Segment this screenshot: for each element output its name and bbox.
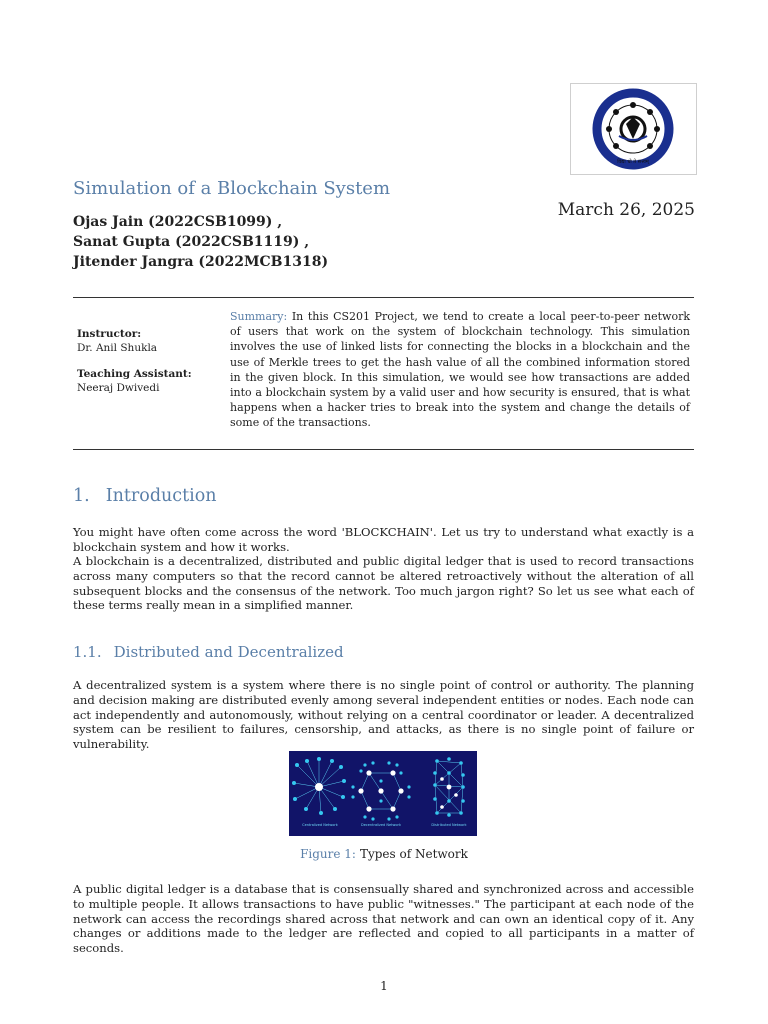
figure-caption xyxy=(0,847,768,861)
figure-caption-text: Types of Network xyxy=(359,847,468,861)
instructor-name: Dr. Anil Shukla xyxy=(77,342,158,354)
network-diagram xyxy=(289,751,477,836)
section-1-1-title: Distributed and Decentralized xyxy=(113,643,344,661)
svg-text:Decentralized Network: Decentralized Network xyxy=(361,823,401,827)
section-1-heading xyxy=(73,486,217,506)
bottom-divider xyxy=(73,449,694,450)
summary-text: In this CS201 Project, we tend to create a local peer-to-peer network of users that work on the system of blockchain technology. This simulation involves the use of linked lists for connecting the blocks in a blockchain and the use of Merkle trees to get the hash value of all the combined information stored in the given block. In this simulation, we would see how transactions are added into a blockchain system by a valid user and how security is ensured, that is what happens when a hacker tries to break into the system and change the details of some of the transactions. xyxy=(230,310,691,430)
ta-label: Teaching Assistant: xyxy=(77,368,192,380)
svg-text:Centralized Network: Centralized Network xyxy=(302,823,338,827)
svg-text:Distributed Network: Distributed Network xyxy=(431,823,467,827)
author-2: Sanat Gupta (2022CSB1119) , xyxy=(73,234,310,250)
paper-title: Simulation of a Blockchain System xyxy=(73,178,391,199)
institute-logo xyxy=(570,83,697,175)
intro-paragraph-2: A blockchain is a decentralized, distributed and public digital ledger that is used to record transactions across many computers so that the record cannot be altered retroactively without the alteration of all subsequent blocks and the consensus of the network. Too much jargon right? So let us see what each of these terms really mean in a simplified manner. xyxy=(73,554,694,613)
section-1-1-paragraph-1: A decentralized system is a system where there is no single point of control or authority. The planning and decision making are distributed evenly among several independent entities or nodes. Each node can act independently and autonomously, without relying on a central coordinator or leader. A decentralized system can be resilient to failures, censorship, and attacks, as there is no single point of failure or vulnerability. xyxy=(73,678,694,752)
author-3: Jitender Jangra (2022MCB1318) xyxy=(73,254,329,270)
paper-date: March 26, 2025 xyxy=(557,200,695,220)
page-number: 1 xyxy=(380,979,388,993)
section-1-1-paragraph-2: A public digital ledger is a database that is consensually shared and synchronized across and accessible to multiple people. It allows transactions to have public "witnesses." The participant at each node of the network can access the recordings shared across that network and can own an identical copy of it. Any changes or additions made to the ledger are reflected and copied to all participants in a matter of seconds. xyxy=(73,882,694,956)
summary-label: Summary: xyxy=(230,310,288,323)
section-1-1-heading xyxy=(73,643,344,661)
summary-block xyxy=(230,309,690,431)
centralized-network-icon xyxy=(292,757,346,827)
author-1: Ojas Jain (2022CSB1099) , xyxy=(73,214,283,230)
iit-ropar-emblem xyxy=(571,84,696,174)
section-1-1-number: 1.1. xyxy=(73,643,102,661)
decentralized-network-icon xyxy=(351,761,410,827)
intro-paragraph-1: You might have often come across the word 'BLOCKCHAIN'. Let us try to understand what exactly is a blockchain system and how it works. xyxy=(73,525,694,554)
ta-name: Neeraj Dwivedi xyxy=(77,382,160,394)
top-divider xyxy=(73,297,694,298)
instructor-label: Instructor: xyxy=(77,328,142,340)
svg-text:विद्या धो ते सत्त्वम्: विद्या धो ते सत्त्वम् xyxy=(617,159,649,165)
distributed-network-icon xyxy=(431,757,467,827)
section-1-number: 1. xyxy=(73,486,90,506)
figure-label: Figure 1: xyxy=(300,847,356,861)
section-1-title: Introduction xyxy=(105,486,217,506)
network-types-figure xyxy=(289,751,477,836)
